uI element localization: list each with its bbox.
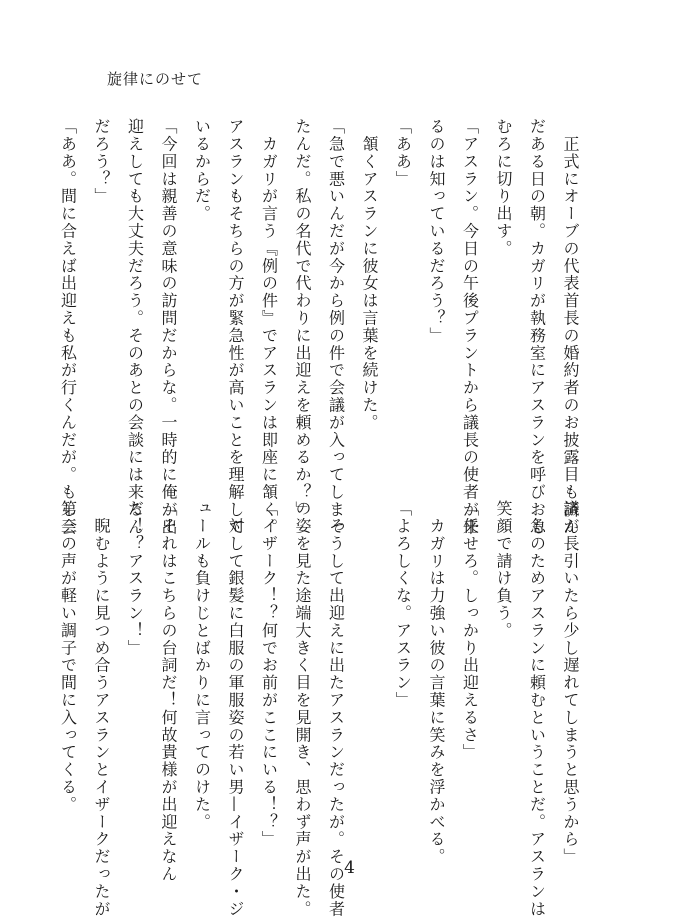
page-header-title: 旋律にのせて xyxy=(107,70,204,88)
text-line: だ！？アスラン！」 xyxy=(125,500,145,657)
text-line: カガリが言う『例の件』でアスランは即座に頷く。 xyxy=(259,118,279,536)
text-line: いるからだ。 xyxy=(192,118,212,223)
text-line: たんだ。私の名代で代わりに出迎えを頼めるか？」 xyxy=(293,118,312,519)
text-line: 「それはこちらの台詞だ！何故貴様が出迎えなん xyxy=(159,500,178,883)
text-line: アスランもそちらの方が緊急性が高いことを理解して xyxy=(226,118,245,536)
text-line: 「イザーク！？何でお前がここにいる！？」 xyxy=(259,500,279,848)
text-line: 「ああ。間に合えば出迎えも私が行くんだが。もし会 xyxy=(58,118,78,536)
text-line: だろう？」 xyxy=(92,118,111,205)
text-line: 「よろしくな。アスラン」 xyxy=(393,500,413,709)
text-line: 「今回は親善の意味の訪問だからな。一時的に俺が出 xyxy=(159,118,178,536)
text-line: 「ああ」 xyxy=(393,118,413,188)
text-line: 第三の声が軽い調子で間に入ってくる。 xyxy=(58,500,78,814)
text-line xyxy=(353,500,387,860)
text-line: 頷くアスランに彼女は言葉を続けた。 xyxy=(360,118,379,432)
text-line: るのは知っているだろう？」 xyxy=(427,118,446,345)
text-line: 笑顔で請け負う。 xyxy=(494,500,513,640)
text-line: だある日の朝。カガリが執務室にアスランを呼びおも xyxy=(527,118,547,536)
text-line: 急のためアスランに頼むということだ。アスランは xyxy=(527,500,547,918)
text-line: そうして出迎えに出たアスランだったが。その使者 xyxy=(326,500,346,918)
text-line: 「任せろ。しっかり出迎えるさ」 xyxy=(460,500,480,761)
text-line: 睨むように見つめ合うアスランとイザークだったが xyxy=(92,500,111,918)
page-number: 4 xyxy=(344,858,355,878)
text-line: 議が長引いたら少し遅れてしまうと思うから」 xyxy=(561,500,580,866)
vertical-text-block-top xyxy=(58,118,587,536)
text-line: 正式にオーブの代表首長の婚約者のお披露目も済ん xyxy=(561,118,580,536)
text-line: 「アスラン。今日の午後プラントから議長の使者が来 xyxy=(460,118,480,536)
text-line: 対して銀髪に白服の軍服姿の若い男—イザーク・ジ xyxy=(226,500,245,918)
text-line: 「急で悪いんだが今から例の件で会議が入ってしまっ xyxy=(326,118,346,536)
text-line: ュールも負けじとばかりに言ってのけた。 xyxy=(192,500,212,831)
text-line: 迎えしても大丈夫だろう。そのあとの会談には来るん xyxy=(125,118,145,536)
text-line: の姿を見た途端大きく目を見開き、思わず声が出た。 xyxy=(293,500,312,918)
vertical-text-block-bottom xyxy=(58,500,587,918)
text-line: むろに切り出す。 xyxy=(494,118,513,258)
text-line: カガリは力強い彼の言葉に笑みを浮かべる。 xyxy=(427,500,446,866)
